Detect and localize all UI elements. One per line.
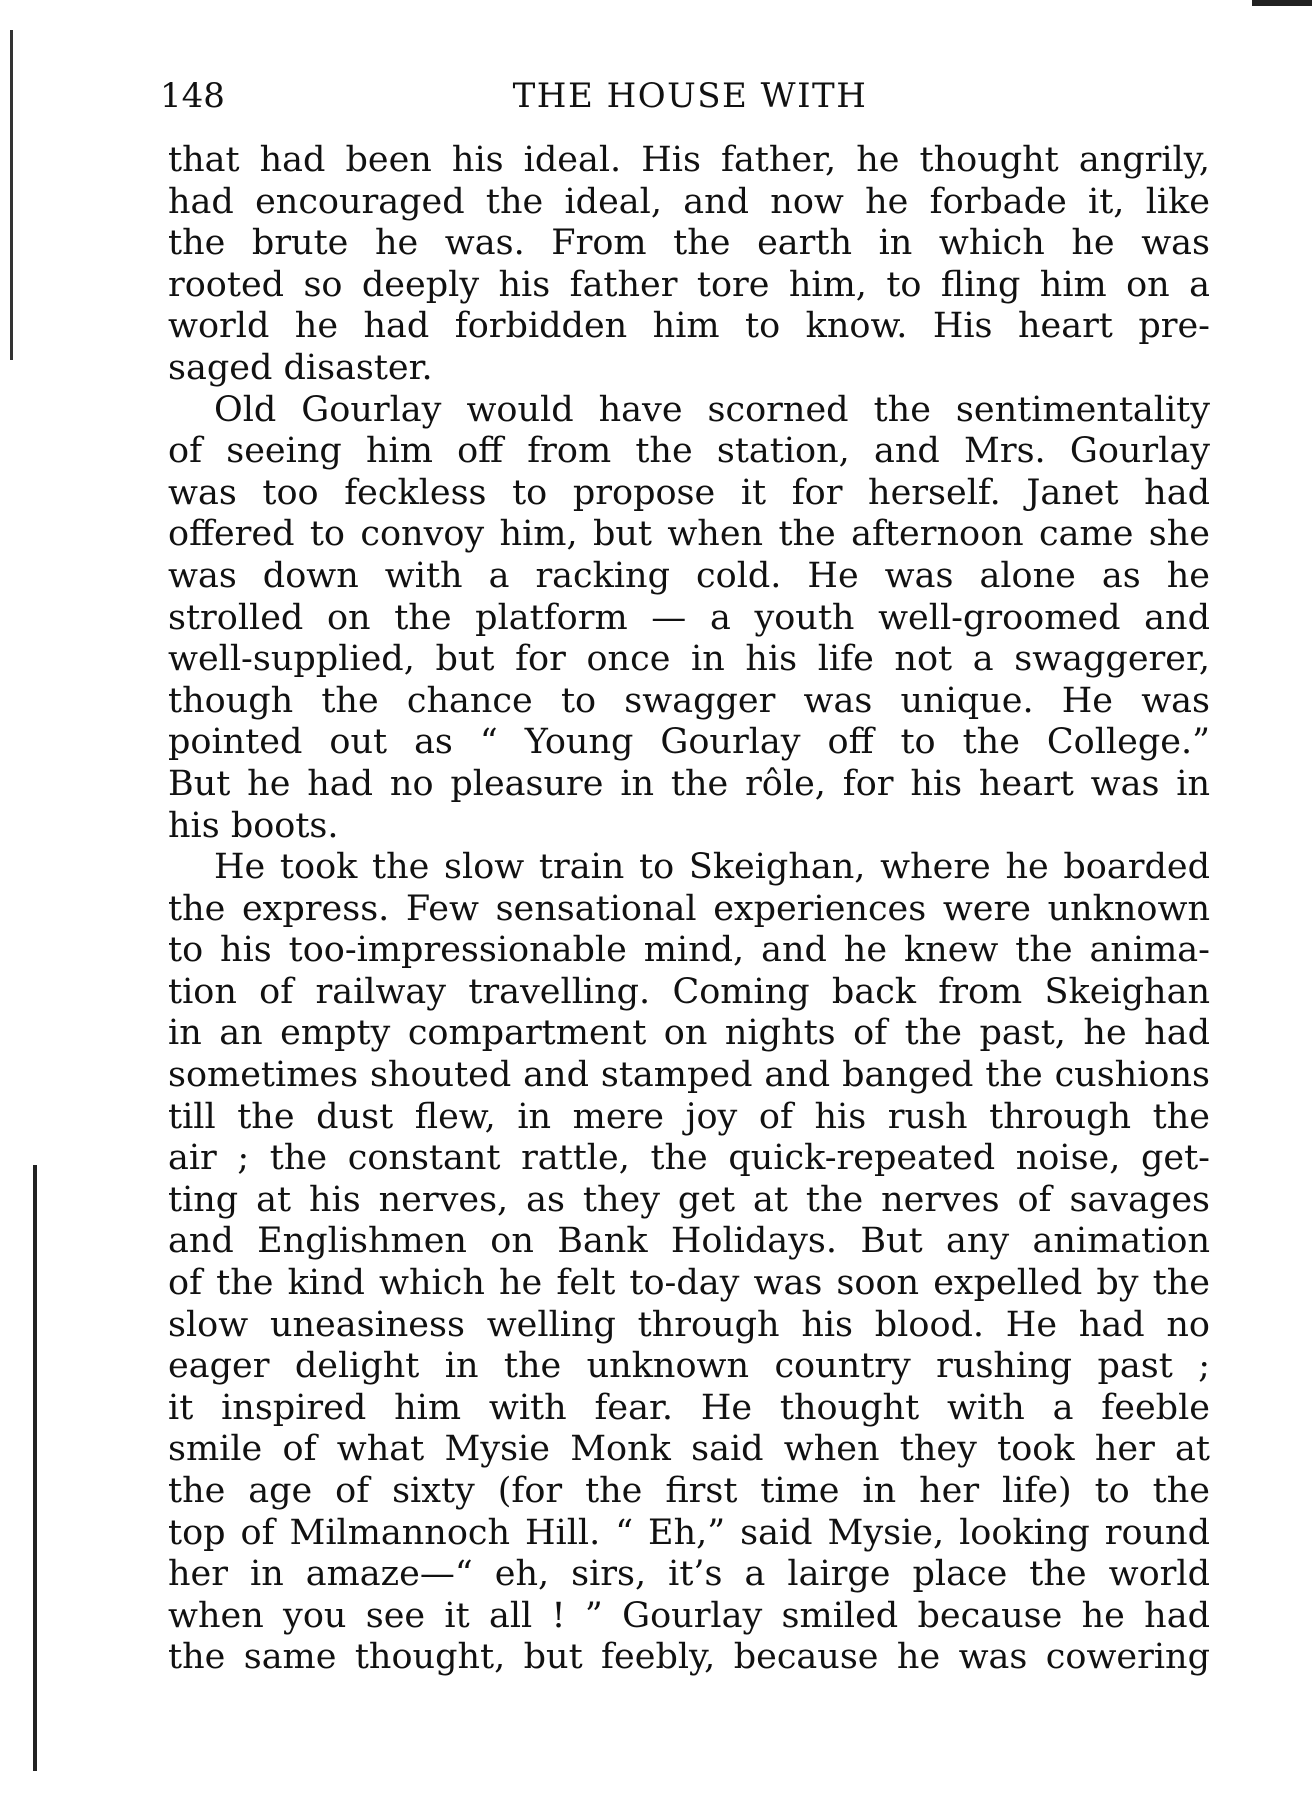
text-line: Old Gourlay would have scorned the sentimentality: [214, 389, 1210, 430]
text-line: to his too-impressionable mind, and he knew the anima-: [168, 930, 1210, 971]
text-line: though the chance to swagger was unique. He was: [168, 680, 1210, 721]
text-line: pointed out as “ Young Gourlay off to the College.”: [168, 722, 1210, 763]
page-header: [160, 66, 1220, 126]
text-line: offered to convoy him, but when the afternoon came she: [168, 514, 1210, 555]
scan-edge-mark: [33, 1165, 37, 1771]
text-line: that had been his ideal. His father, he thought angrily,: [168, 140, 1210, 180]
text-line: saged disaster.: [168, 347, 433, 388]
text-line: world he had forbidden him to know. His heart pre-: [168, 306, 1210, 347]
text-line: the express. Few sensational experiences were unknown: [168, 888, 1210, 929]
running-head: THE HOUSE WITH: [512, 76, 868, 116]
text-line: tion of railway travelling. Coming back from Skeighan: [168, 971, 1210, 1012]
text-line: and Englishmen on Bank Holidays. But any animation: [168, 1221, 1210, 1262]
text-line: was down with a racking cold. He was alone as he: [168, 555, 1210, 596]
text-line: when you see it all ! ” Gourlay smiled because he had: [168, 1595, 1210, 1636]
text-line: was too feckless to propose it for herself. Janet had: [168, 472, 1210, 513]
text-line: smile of what Mysie Monk said when they took her at: [168, 1429, 1210, 1470]
text-line: air ; the constant rattle, the quick-repeated noise, get-: [168, 1138, 1210, 1179]
text-line: He took the slow train to Skeighan, where he boarded: [214, 847, 1210, 888]
text-line: had encouraged the ideal, and now he forbade it, like: [168, 181, 1210, 222]
scan-edge-mark: [1252, 0, 1312, 6]
text-line: sometimes shouted and stamped and banged the cushions: [168, 1055, 1210, 1096]
text-line: the age of sixty (for the first time in her life) to the: [168, 1471, 1210, 1511]
scan-edge-mark: [10, 30, 13, 360]
text-line: her in amaze—“ eh, sirs, it’s a lairge place the world: [168, 1554, 1210, 1595]
text-line: his boots.: [168, 805, 339, 846]
text-line: strolled on the platform — a youth well-groomed and: [168, 597, 1210, 638]
text-line: slow uneasiness welling through his blood. He had no: [168, 1304, 1210, 1345]
text-line: of seeing him off from the station, and Mrs. Gourlay: [168, 431, 1210, 472]
text-line: top of Milmannoch Hill. “ Eh,” said Mysie, looking round: [168, 1512, 1210, 1553]
text-line: till the dust flew, in mere joy of his rush through the: [168, 1096, 1210, 1137]
text-line: the same thought, but feebly, because he was cowering: [168, 1637, 1210, 1678]
text-line: in an empty compartment on nights of the past, he had: [168, 1013, 1210, 1054]
text-line: rooted so deeply his father tore him, to fling him on a: [168, 264, 1210, 305]
text-line: eager delight in the unknown country rushing past ;: [168, 1346, 1210, 1387]
text-line: of the kind which he felt to-day was soon expelled by the: [168, 1263, 1210, 1304]
text-line: the brute he was. From the earth in which he was: [168, 223, 1210, 264]
text-line: well-supplied, but for once in his life not a swaggerer,: [168, 639, 1210, 680]
page-number: 148: [160, 76, 225, 116]
body-text: [168, 140, 1210, 1679]
text-line: But he had no pleasure in the rôle, for his heart was in: [168, 763, 1210, 804]
text-line: ting at his nerves, as they get at the nerves of savages: [168, 1179, 1210, 1220]
text-line: it inspired him with fear. He thought with a feeble: [168, 1387, 1210, 1428]
